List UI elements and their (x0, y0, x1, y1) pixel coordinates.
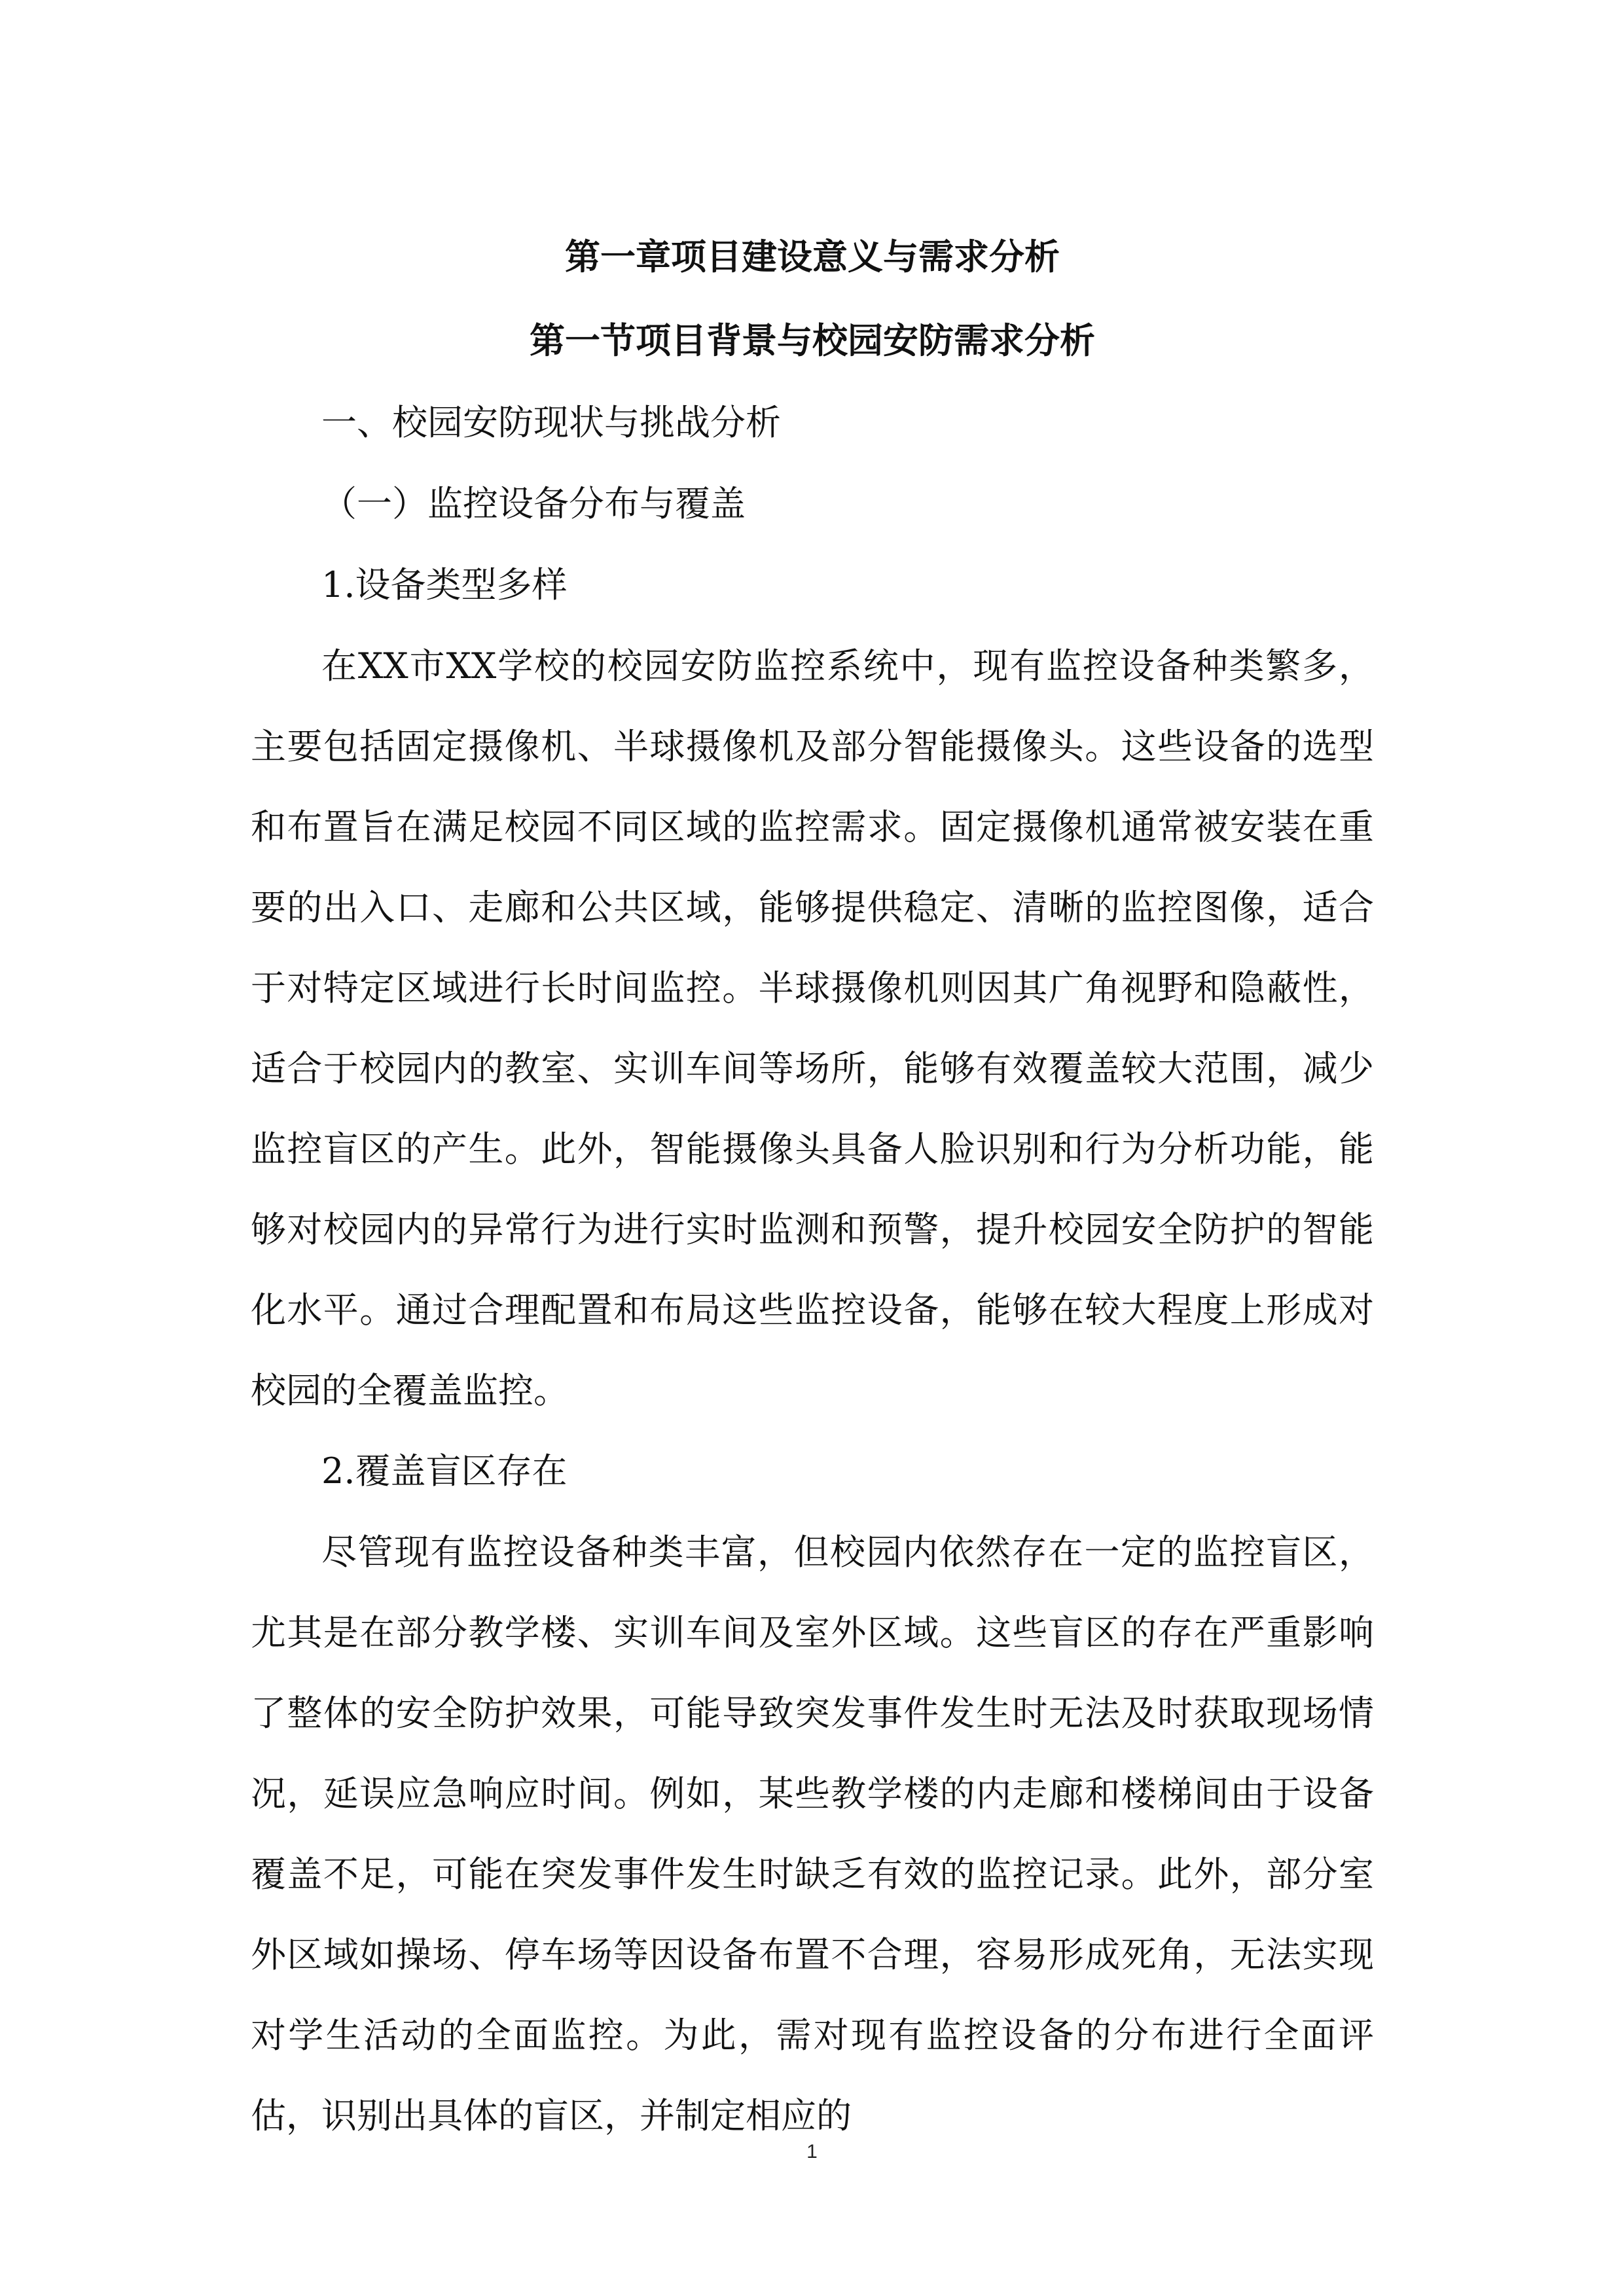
item-1-paragraph: 在XX市XX学校的校园安防监控系统中，现有监控设备种类繁多，主要包括固定摄像机、半球摄像机及部分智能摄像头。这些设备的选型和布置旨在满足校园不同区域的监控需求。固定摄像机通常被安装在重要的出入口、走廊和公共区域，能够提供稳定、清晰的监控图像，适合于对特定区域进行长时间监控。半球摄像机则因其广角视野和隐蔽性，适合于校园内的教室、实训车间等场所，能够有效覆盖较大范围，减少监控盲区的产生。此外，智能摄像头具备人脸识别和行为分析功能，能够对校园内的异常行为进行实时监测和预警，提升校园安全防护的智能化水平。通过合理配置和布局这些监控设备，能够在较大程度上形成对校园的全覆盖监控。 (251, 645, 1374, 1411)
heading-level-1: 一、校园安防现状与挑战分析 (321, 402, 781, 443)
item-1-title: 1.设备类型多样 (321, 564, 568, 605)
page-number: 1 (806, 2141, 818, 2162)
heading-level-2: （一）监控设备分布与覆盖 (321, 483, 746, 524)
page-content (251, 196, 1374, 2156)
section-title: 第一节项目背景与校园安防需求分析 (530, 319, 1095, 361)
chapter-title: 第一章项目建设意义与需求分析 (565, 236, 1060, 278)
item-2-paragraph: 尽管现有监控设备种类丰富，但校园内依然存在一定的监控盲区，尤其是在部分教学楼、实训车间及室外区域。这些盲区的存在严重影响了整体的安全防护效果，可能导致突发事件发生时无法及时获取现场情况，延误应急响应时间。例如，某些教学楼的内走廊和楼梯间由于设备覆盖不足，可能在突发事件发生时缺乏有效的监控记录。此外，部分室外区域如操场、停车场等因设备布置不合理，容易形成死角，无法实现对学生活动的全面监控。为此，需对现有监控设备的分布进行全面评估，识别出具体的盲区，并制定相应的 (251, 1532, 1374, 2136)
item-2-title: 2.覆盖盲区存在 (321, 1450, 568, 1492)
